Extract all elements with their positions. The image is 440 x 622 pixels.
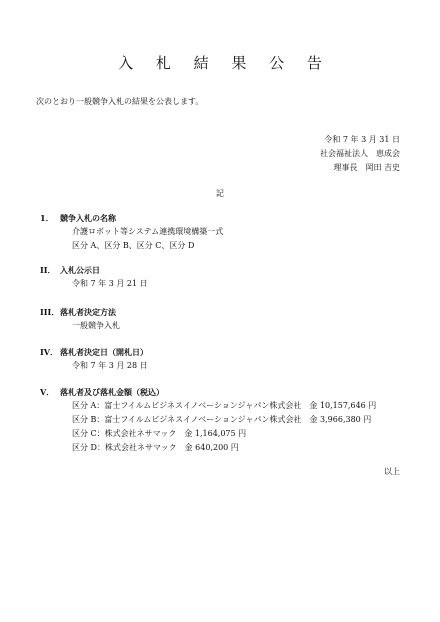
- closing-text: 以上: [384, 467, 400, 476]
- organization-name: 社会福祉法人 恵成会: [320, 149, 400, 158]
- issue-date: 令和 7 年 3 月 31 日: [324, 135, 400, 144]
- award-line: 区分 D：株式会社ネサマック 金 640,200 円: [72, 443, 239, 452]
- ki-marker: 記: [216, 189, 224, 198]
- section-line: 令和 7 年 3 月 28 日: [72, 361, 148, 370]
- award-line: 区分 A：富士フイルムビジネスイノベーションジャパン株式会社 金 10,157,646 円: [72, 401, 377, 410]
- section-line: 令和 7 年 3 月 21 日: [72, 279, 148, 288]
- section-number: II．: [40, 265, 56, 275]
- section-heading: [40, 346, 148, 358]
- award-line: 区分 C：株式会社ネサマック 金 1,164,075 円: [72, 429, 247, 438]
- section-number: III．: [40, 307, 60, 317]
- section-title: 落札者決定日（開札日）: [60, 347, 148, 357]
- section-line: 区分 A、区分 B、区分 C、区分 D: [72, 241, 195, 250]
- section-line: 一般競争入札: [72, 321, 120, 330]
- section-number: 1．: [40, 213, 54, 223]
- section-number: IV．: [40, 347, 58, 357]
- section-heading: [40, 264, 100, 276]
- page-title: 入 札 結 果 公 告: [118, 54, 331, 72]
- section-number: V．: [40, 387, 55, 397]
- section-title: 落札者及び落札金額（税込）: [60, 387, 164, 397]
- section-heading: [40, 386, 164, 398]
- award-line: 区分 B：富士フイルムビジネスイノベーションジャパン株式会社 金 3,966,380 円: [72, 415, 372, 424]
- section-heading: [40, 306, 116, 318]
- section-line: 介護ロボット等システム連携環境構築一式: [72, 227, 224, 236]
- intro-text: 次のとおり一般競争入札の結果を公表します。: [36, 97, 204, 106]
- representative-name: 理事長 岡田 吉史: [333, 163, 400, 172]
- section-heading: [40, 212, 116, 224]
- section-title: 競争入札の名称: [60, 213, 116, 223]
- section-title: 入札公示日: [60, 265, 100, 275]
- section-title: 落札者決定方法: [60, 307, 116, 317]
